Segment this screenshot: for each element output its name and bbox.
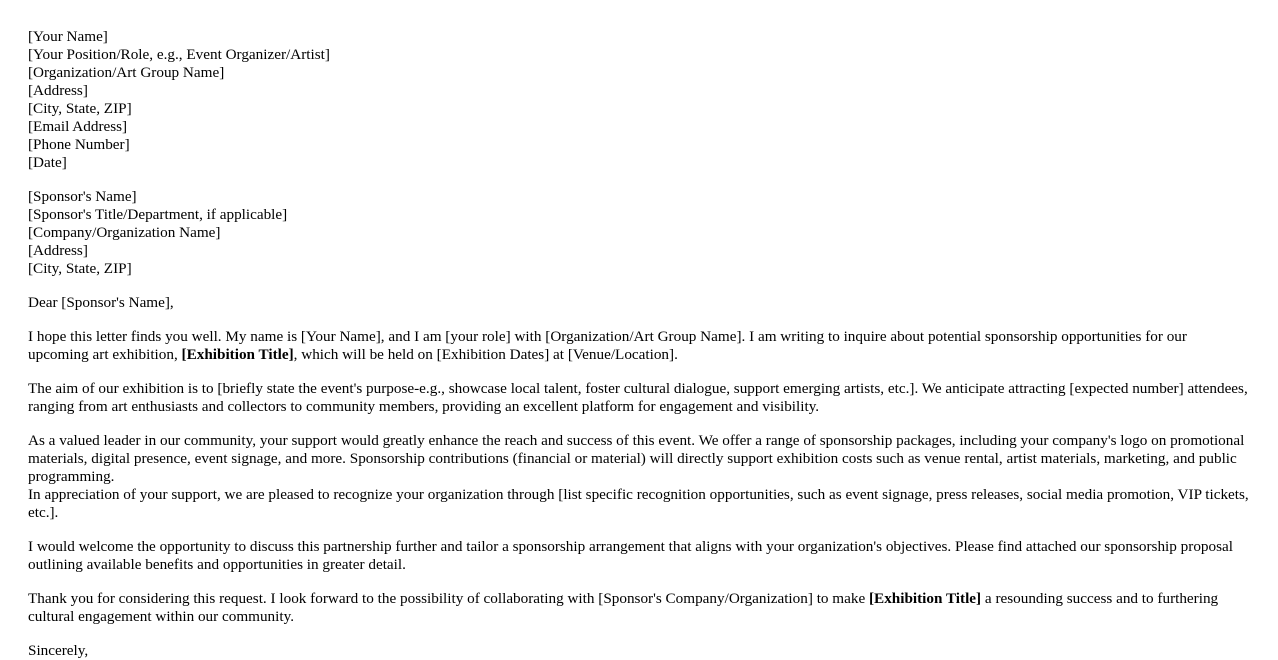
closing: Sincerely, xyxy=(28,642,89,659)
thanks-text-end: a resounding success and to furthering cultural engagement within our community. xyxy=(28,590,1219,625)
recipient-title: [Sponsor's Title/Department, if applicable] xyxy=(28,206,288,223)
sender-name: [Your Name] xyxy=(28,28,108,45)
aim-paragraph: The aim of our exhibition is to [briefly state the event's purpose-e.g., showcase local talent, foster cultural dialogue, support emerging artists, etc.]. We anticipate attracting [expected number] attendees, ranging from art enthusiasts and collectors to community members, providing an excellent platform for engagement and visibility. xyxy=(28,380,1248,415)
discussion-paragraph: I would welcome the opportunity to discuss this partnership further and tailor a sponsorship arrangement that aligns with your organization's objectives. Please find attached our sponsorship proposal outlining available benefits and opportunities in greater detail. xyxy=(28,538,1233,573)
exhibition-title-closing: [Exhibition Title] xyxy=(869,590,982,607)
salutation: Dear [Sponsor's Name], xyxy=(28,294,174,311)
intro-text-end: , which will be held on [Exhibition Dates] at [Venue/Location]. xyxy=(293,346,678,363)
recognition-text: In appreciation of your support, we are pleased to recognize your organization through [list specific recognition opportunities, such as event signage, press releases, social media promotion, VIP tickets, etc.]. xyxy=(28,486,1249,521)
recipient-company: [Company/Organization Name] xyxy=(28,224,221,241)
sender-organization: [Organization/Art Group Name] xyxy=(28,64,225,81)
thanks-text-start: Thank you for considering this request. I look forward to the possibility of collaborating with [Sponsor's Company/Organization] to make xyxy=(28,590,869,607)
thanks-paragraph xyxy=(28,590,1250,626)
sender-block xyxy=(28,28,1250,172)
sender-email: [Email Address] xyxy=(28,118,128,135)
recipient-block xyxy=(28,188,1250,278)
sender-position: [Your Position/Role, e.g., Event Organizer/Artist] xyxy=(28,46,330,63)
letter-date: [Date] xyxy=(28,154,67,171)
support-text: As a valued leader in our community, your support would greatly enhance the reach and success of this event. We offer a range of sponsorship packages, including your company's logo on promotional materials, digital presence, event signage, and more. Sponsorship contributions (financial or material) will directly support exhibition costs such as venue rental, artist materials, marketing, and public programming. xyxy=(28,432,1245,485)
intro-paragraph xyxy=(28,328,1250,364)
sender-phone: [Phone Number] xyxy=(28,136,130,153)
intro-text-start: I hope this letter finds you well. My name is [Your Name], and I am [your role] with [Organization/Art Group Name]. I am writing to inquire about potential sponsorship opportunities for our upcoming art exhibition, xyxy=(28,328,1187,363)
recipient-name: [Sponsor's Name] xyxy=(28,188,137,205)
support-paragraph xyxy=(28,432,1250,522)
sender-address: [Address] xyxy=(28,82,88,99)
recipient-city-state-zip: [City, State, ZIP] xyxy=(28,260,132,277)
recipient-address: [Address] xyxy=(28,242,88,259)
sender-city-state-zip: [City, State, ZIP] xyxy=(28,100,132,117)
exhibition-title: [Exhibition Title] xyxy=(181,346,294,363)
